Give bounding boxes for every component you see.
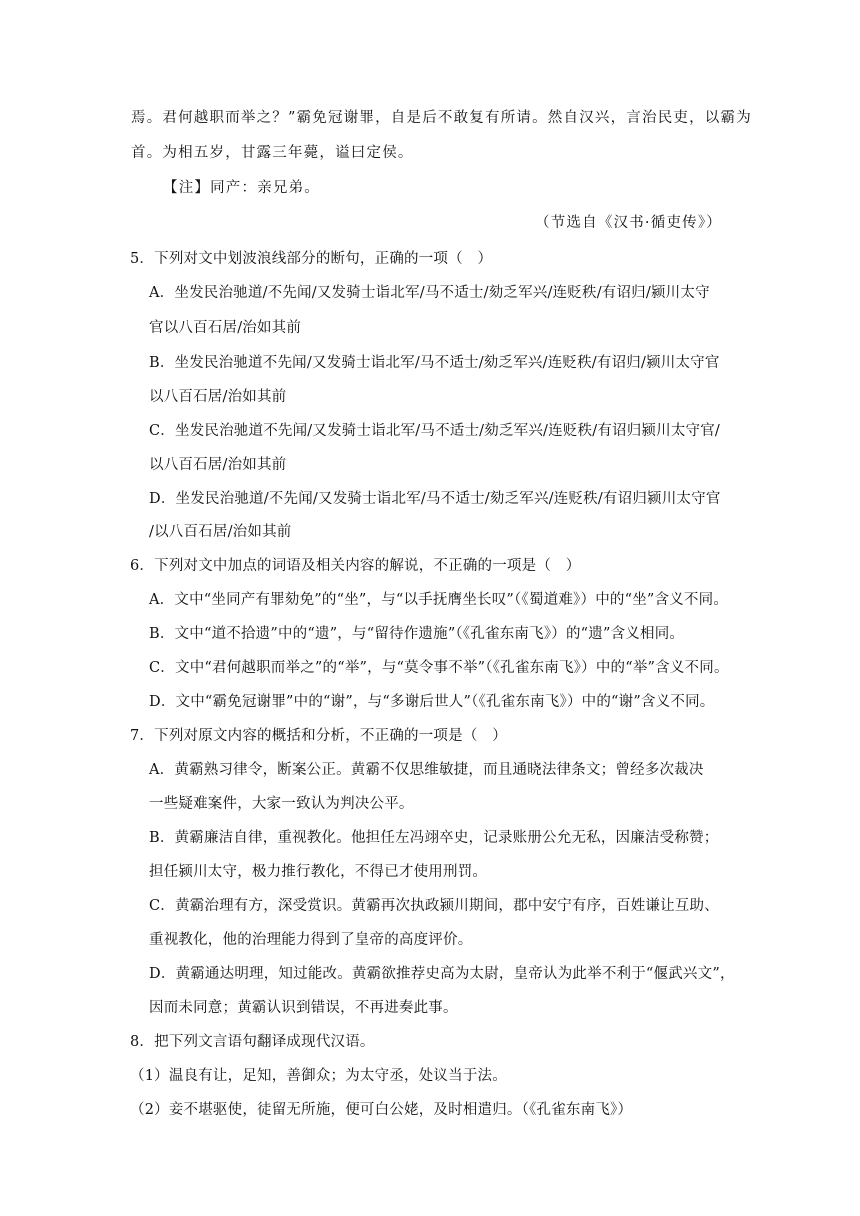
question-5-option-a-line-2: 官以八百石居/治如其前: [149, 320, 302, 336]
question-8-stem: 8．把下列文言语句翻译成现代汉语。: [130, 1034, 375, 1050]
question-8-sentence-1: （1）温良有让，足知，善御众；为太守丞，处议当于法。: [130, 1068, 507, 1084]
question-7-option-b-line-1: B．黄霸廉洁自律，重视教化。他担任左冯翊卒史，记录账册公允无私，因廉洁受称赞；: [149, 830, 719, 846]
question-5-option-a-line-1: A．坐发民治驰道/不先闻/又发骑士诣北军/马不适士/劾乏军兴/连贬秩/有诏归/颍川太守: [149, 285, 710, 301]
passage-source: （节选自《汉书·循吏传》）: [535, 215, 722, 231]
question-7-option-c-line-2: 重视教化，他的治理能力得到了皇帝的高度评价。: [149, 932, 473, 948]
passage-line-1: 焉。君何越职而举之？”霸免冠谢罪，自是后不敢复有所请。然自汉兴，言治民吏，以霸为: [131, 110, 752, 126]
question-7-stem: 7．下列对原文内容的概括和分析，不正确的一项是（ ）: [130, 728, 507, 744]
question-5-option-b-line-1: B．坐发民治驰道不先闻/又发骑士诣北军/马不适士/劾乏军兴/连贬秩/有诏归/颍川太守官: [149, 355, 720, 371]
question-7-option-b-line-2: 担任颍川太守，极力推行教化，不得已才使用刑罚。: [149, 864, 488, 880]
question-5-option-d-line-1: D．坐发民治驰道/不先闻/又发骑士诣北军/马不适士/劾乏军兴/连贬秩/有诏归颍川太守官: [149, 491, 721, 507]
question-7-option-d-line-1: D．黄霸通达明理，知过能改。黄霸欲推荐史高为太尉，皇帝认为此举不利于“偃武兴文”，: [149, 966, 735, 982]
question-6-option-a: A．文中“坐同产有罪劾免”的“坐”，与“以手抚膺坐长叹”（《蜀道难》）中的“坐”含义不同。: [149, 592, 729, 608]
question-5-option-b-line-2: 以八百石居/治如其前: [149, 389, 287, 405]
passage-line-2: 首。为相五岁，甘露三年薨，谥曰定侯。: [131, 145, 414, 161]
question-7-option-c-line-1: C．黄霸治理有方，深受赏识。黄霸再次执政颍川期间，郡中安宁有序，百姓谦让互助、: [149, 898, 719, 914]
question-5-option-c-line-1: C．坐发民治驰道不先闻/又发骑士诣北军/马不适士/劾乏军兴/连贬秩/有诏归颍川太守官/: [149, 423, 721, 439]
question-7-option-a-line-1: A．黄霸熟习律令，断案公正。黄霸不仅思维敏捷，而且通晓法律条文；曾经多次裁决: [149, 762, 704, 778]
question-8-sentence-2: （2）妾不堪驱使，徒留无所施，便可白公姥，及时相遣归。（《孔雀东南飞》）: [130, 1102, 633, 1118]
question-7-option-a-line-2: 一些疑难案件，大家一致认为判决公平。: [149, 796, 414, 812]
question-5-option-d-line-2: /以八百石居/治如其前: [149, 524, 292, 540]
question-5-stem: 5．下列对文中划波浪线部分的断句，正确的一项（ ）: [130, 251, 493, 267]
question-6-stem: 6．下列对文中加点的词语及相关内容的解说，不正确的一项是（ ）: [130, 558, 581, 574]
question-5-option-c-line-2: 以八百石居/治如其前: [149, 457, 287, 473]
question-6-option-c: C．文中“君何越职而举之”的“举”，与“莫令事不举”（《孔雀东南飞》）中的“举”含义不同。: [149, 660, 729, 676]
annotation-note: 【注】同产：亲兄弟。: [163, 180, 320, 196]
question-6-option-b: B．文中“道不拾遗”中的“遗”，与“留待作遗施”（《孔雀东南飞》）的“遗”含义相同。: [149, 626, 685, 642]
question-7-option-d-line-2: 因而未同意；黄霸认识到错误，不再进奏此事。: [149, 1000, 458, 1016]
question-6-option-d: D．文中“霸免冠谢罪”中的“谢”，与“多谢后世人”（《孔雀东南飞》）中的“谢”含义不同。: [149, 694, 715, 710]
